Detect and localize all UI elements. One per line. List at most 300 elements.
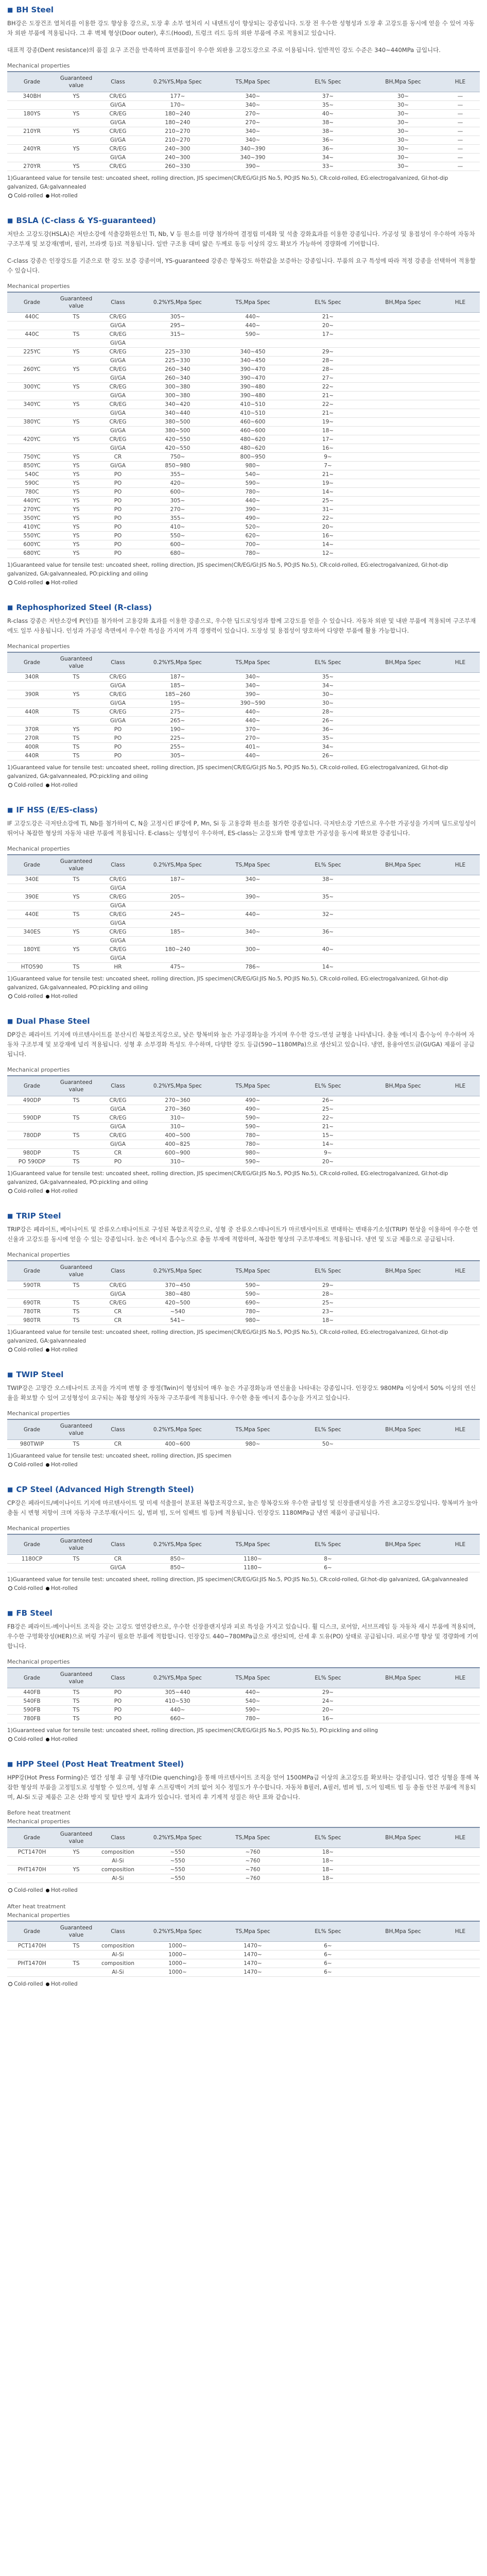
table-row [7, 374, 480, 383]
table-cell [57, 884, 96, 893]
table-cell [366, 1105, 441, 1114]
section-title [7, 1759, 480, 1769]
table-cell: 340~ [215, 92, 290, 101]
table-cell: PO [96, 1715, 140, 1723]
table-cell [7, 919, 57, 928]
table-cell: 1180CP [7, 1555, 57, 1564]
section-bullet-icon: ■ [7, 1486, 13, 1493]
table-cell: 420~550 [140, 435, 215, 444]
table-row [7, 127, 480, 136]
table-cell: ~760 [215, 1857, 290, 1866]
table-cell: 786~ [215, 963, 290, 972]
table-cell [7, 954, 57, 963]
table-cell [366, 1149, 441, 1158]
section-bullet-icon: ■ [7, 1371, 13, 1378]
table-cell [366, 1308, 441, 1316]
table-cell [441, 313, 480, 321]
table-cell [441, 1281, 480, 1290]
table-cell: 305~ [140, 497, 215, 505]
table-cell [57, 357, 96, 365]
table-cell: 1470~ [215, 1968, 290, 1977]
section-bullet-icon: ■ [7, 604, 13, 611]
column-header: HLE [441, 72, 480, 92]
table-cell [441, 1866, 480, 1874]
table-cell: 340~390 [215, 145, 290, 154]
section-title-text: FB Steel [16, 1608, 53, 1618]
table-header-row [7, 1534, 480, 1555]
table-cell [441, 708, 480, 717]
table-cell: 14~ [290, 963, 366, 972]
open-circle-icon [8, 994, 12, 998]
table-cell: 340E [7, 875, 57, 884]
table-cell [366, 945, 441, 954]
table-cell [441, 893, 480, 902]
table-cell: 35~ [290, 734, 366, 743]
table-cell: 370~450 [140, 1281, 215, 1290]
table-cell: 370R [7, 725, 57, 734]
table-cell [441, 1555, 480, 1564]
table-cell: 6~ [290, 1942, 366, 1951]
table-cell: 305~ [140, 313, 215, 321]
table-cell: ~550 [140, 1857, 215, 1866]
column-header: TS,Mpa Spec [215, 1261, 290, 1281]
spec-table [7, 1534, 480, 1572]
table-cell: 245~ [140, 910, 215, 919]
table-cell [366, 1290, 441, 1299]
column-header: HLE [441, 652, 480, 673]
table-cell: 780~ [215, 1131, 290, 1140]
table-cell: PO [96, 1158, 140, 1166]
table-cell [366, 409, 441, 418]
table-row [7, 1281, 480, 1290]
section-title-text: TRIP Steel [16, 1211, 61, 1221]
table-cell: 32~ [290, 910, 366, 919]
table-cell: 9~ [290, 453, 366, 462]
section-title-text: TWIP Steel [16, 1370, 64, 1379]
table-cell: 1470~ [215, 1959, 290, 1968]
table-cell [441, 365, 480, 374]
table-cell [366, 453, 441, 462]
spec-table [7, 292, 480, 558]
table-cell: 38~ [290, 127, 366, 136]
table-cell: 30~ [290, 690, 366, 699]
table-cell [441, 902, 480, 910]
table-cell: YS [57, 162, 96, 171]
table-cell [7, 937, 57, 945]
column-header: EL% Spec [290, 1668, 366, 1688]
table-cell: 30~ [366, 145, 441, 154]
mechanical-properties-label: Mechanical properties [7, 845, 70, 852]
table-cell: 440~ [215, 497, 290, 505]
open-circle-icon [8, 1348, 12, 1352]
table-cell: composition [96, 1866, 140, 1874]
column-header: BH,Mpa Spec [366, 855, 441, 875]
table-cell [7, 339, 57, 348]
spec-table [7, 1419, 480, 1449]
table-cell [366, 682, 441, 690]
section-description-2: C-class 강종은 인장강도를 기준으로 한 강도 보증 강종이며, YS-guaranteed 강종은 항복강도 하한값을 보증하는 강종입니다. 부품의 요구 특성에 따라 적정 강종을 선택하여 적용할 수 있습니다. [7, 257, 476, 274]
table-cell [366, 884, 441, 893]
table-cell: 177~ [140, 92, 215, 101]
section-title [7, 1370, 480, 1379]
table-cell: 541~ [140, 1316, 215, 1325]
table-cell: 400~825 [140, 1140, 215, 1149]
table-cell [140, 884, 215, 893]
table-cell [366, 330, 441, 339]
table-cell: GI/GA [96, 374, 140, 383]
column-header: 0.2%YS,Mpa Spec [140, 72, 215, 92]
table-cell [441, 945, 480, 954]
table-cell [441, 330, 480, 339]
table-row [7, 910, 480, 919]
table-cell: 30~ [366, 162, 441, 171]
table-cell: TS [57, 910, 96, 919]
table-cell: 180YS [7, 110, 57, 118]
legend-hot: Hot-rolled [50, 1188, 78, 1194]
table-cell [366, 699, 441, 708]
table-cell: GI/GA [96, 444, 140, 453]
section-1 [7, 216, 480, 587]
table-cell: 7~ [290, 462, 366, 470]
table-cell [290, 339, 366, 348]
section-8 [7, 1608, 480, 1744]
table-cell: 31~ [290, 505, 366, 514]
table-cell: ~550 [140, 1874, 215, 1883]
table-cell: 24~ [290, 1697, 366, 1706]
table-cell: 390~470 [215, 365, 290, 374]
section-title [7, 5, 480, 14]
table-cell: PO [96, 540, 140, 549]
table-cell [441, 470, 480, 479]
table-cell [441, 1942, 480, 1951]
table-cell: TS [57, 1281, 96, 1290]
table-cell: 480~620 [215, 435, 290, 444]
table-cell: YS [57, 462, 96, 470]
table-cell [7, 444, 57, 453]
table-cell: TS [57, 1959, 96, 1968]
spec-table [7, 1667, 480, 1723]
table-cell [7, 1105, 57, 1114]
section-2 [7, 603, 480, 790]
table-cell [441, 954, 480, 963]
table-cell [441, 348, 480, 357]
table-cell: 270YC [7, 505, 57, 514]
table-cell [215, 919, 290, 928]
table-cell [366, 1874, 441, 1883]
table-cell [290, 937, 366, 945]
column-header: EL% Spec [290, 1921, 366, 1942]
table-cell: 460~600 [215, 427, 290, 435]
table-cell: 6~ [290, 1959, 366, 1968]
table-cell: GI/GA [96, 902, 140, 910]
table-cell: CR/EG [96, 928, 140, 937]
column-header: Guaranteed value [57, 1668, 96, 1688]
table-cell: Al-Si [96, 1874, 140, 1883]
section-description: IF 고강도강은 극저탄소강에 Ti, Nb를 첨가하여 C, N을 고정시킨 IF강에 P, Mn, Si 등 고용강화 원소를 첨가한 강종입니다. 극저탄소강 기반으로 우수한 가공성을 가지며 딥드로잉성이 뛰어나 복잡한 형상의 자동차 내판 부품에 적용됩니다. E-class는 성형성이 우수하며, ES-class는 고강도와 함께 양호한 가공성을 동시에 확보한 강종입니다. [7, 820, 476, 837]
table-cell: CR/EG [96, 162, 140, 171]
table-row [7, 110, 480, 118]
section-description: FB강은 페라이트-베이나이트 조직을 갖는 고강도 열연강판으로, 우수한 신장플랜지성과 피로 특성을 가지고 있습니다. 휠 디스크, 로어암, 서브프레임 등 자동차 섀시 부품에 적용되며, 우수한 구멍확장성(HER)으로 버링 가공이 필요한 부품에 적합합니다. 인장강도 440~780MPa급으로 생산되며, 산세 후 도유(PO) 상태로 공급됩니다. 피로수명 향상 및 경량화에 기여합니다. [7, 1623, 479, 1650]
table-cell: YS [57, 348, 96, 357]
table-cell [57, 392, 96, 400]
table-cell: ~550 [140, 1866, 215, 1874]
table-cell: GI/GA [96, 954, 140, 963]
column-header: Grade [7, 292, 57, 313]
table-cell: 390~590 [215, 699, 290, 708]
section-0 [7, 5, 480, 200]
table-cell: 14~ [290, 488, 366, 497]
table-cell: Al-Si [96, 1951, 140, 1959]
table-row [7, 734, 480, 743]
table-cell [441, 497, 480, 505]
table-cell: 410~530 [140, 1697, 215, 1706]
table-cell: 35~ [290, 893, 366, 902]
table-cell: YS [57, 383, 96, 392]
legend-keys [7, 1584, 480, 1593]
table-cell [366, 928, 441, 937]
table-cell: GI/GA [96, 682, 140, 690]
section-title-text: Rephosphorized Steel (R-class) [16, 603, 152, 612]
section-title-text: Dual Phase Steel [16, 1016, 90, 1026]
table-cell: GI/GA [96, 392, 140, 400]
table-header-row [7, 72, 480, 92]
column-header: BH,Mpa Spec [366, 292, 441, 313]
table-legend [7, 1452, 480, 1469]
section-title [7, 1211, 480, 1221]
table-cell: 29~ [290, 348, 366, 357]
section-bullet-icon: ■ [7, 1212, 13, 1219]
table-cell [140, 339, 215, 348]
table-cell: — [441, 118, 480, 127]
table-cell: TS [57, 1688, 96, 1697]
column-header: Class [96, 1419, 140, 1440]
table-cell: 170~ [140, 101, 215, 110]
table-cell: 180~240 [140, 110, 215, 118]
table-cell: TS [57, 743, 96, 752]
table-cell: 420~550 [140, 444, 215, 453]
column-header: Guaranteed value [57, 1534, 96, 1555]
table-cell: 1180~ [215, 1564, 290, 1572]
table-cell: TS [57, 1131, 96, 1140]
table-cell: 550~ [140, 532, 215, 540]
section-5 [7, 1211, 480, 1354]
table-cell: 305~440 [140, 1688, 215, 1697]
table-cell: 410~ [140, 523, 215, 532]
table-cell [215, 937, 290, 945]
table-cell: 19~ [290, 418, 366, 427]
table-cell: 780TR [7, 1308, 57, 1316]
table-cell: 780~ [215, 1140, 290, 1149]
table-cell: 370~ [215, 725, 290, 734]
table-cell: 980TR [7, 1316, 57, 1325]
table-cell [441, 673, 480, 682]
table-cell: GI/GA [96, 1290, 140, 1299]
section-description: 저탄소 고강도강(HSLA)은 저탄소강에 석출강화원소인 Ti, Nb, V 등 원소를 미량 첨가하여 결정립 미세화 및 석출 강화효과를 이용한 강종입니다. 가공성 및 용접성이 우수하여 자동차 구조부재 및 보강재(멤버, 필러, 브라켓 등)로 적용됩니다. 일반 구조용 대비 얇은 두께로 동등 이상의 강도 확보가 가능하여 경량화에 기여합니다. [7, 230, 475, 247]
table-cell [441, 1158, 480, 1166]
spec-table [7, 854, 480, 972]
table-cell [140, 902, 215, 910]
legend-hot: Hot-rolled [50, 782, 78, 788]
table-cell: 780C [7, 488, 57, 497]
table-cell: 21~ [290, 313, 366, 321]
mechanical-properties-label: Mechanical properties [7, 1912, 70, 1919]
table-cell: CR [96, 1149, 140, 1158]
open-circle-icon [8, 1463, 12, 1467]
table-cell: TS [57, 673, 96, 682]
table-row [7, 365, 480, 374]
table-cell [441, 1131, 480, 1140]
table-cell: TS [57, 330, 96, 339]
table-cell [366, 1123, 441, 1131]
table-cell [366, 374, 441, 383]
table-cell [366, 365, 441, 374]
table-cell: 38~ [290, 875, 366, 884]
table-cell [441, 699, 480, 708]
table-cell: GI/GA [96, 1564, 140, 1572]
column-header: EL% Spec [290, 652, 366, 673]
spec-table [7, 1827, 480, 1883]
column-header: BH,Mpa Spec [366, 1076, 441, 1096]
table-cell: 410YC [7, 523, 57, 532]
column-header: Grade [7, 652, 57, 673]
table-cell: 340~420 [140, 400, 215, 409]
table-cell: CR/EG [96, 383, 140, 392]
table-cell: GI/GA [96, 321, 140, 330]
section-bullet-icon: ■ [7, 6, 13, 13]
table-row [7, 717, 480, 725]
table-cell: 187~ [140, 673, 215, 682]
table-cell: 28~ [290, 357, 366, 365]
table-cell: HR [96, 963, 140, 972]
table-cell: YS [57, 110, 96, 118]
table-cell [366, 348, 441, 357]
table-cell [7, 1564, 57, 1572]
column-header: 0.2%YS,Mpa Spec [140, 1076, 215, 1096]
section-6 [7, 1370, 480, 1469]
table-cell [441, 937, 480, 945]
table-cell [366, 1114, 441, 1123]
table-cell: 255~ [140, 743, 215, 752]
column-header: Guaranteed value [57, 292, 96, 313]
table-cell: — [441, 154, 480, 162]
table-cell [366, 497, 441, 505]
column-header: TS,Mpa Spec [215, 1534, 290, 1555]
spec-table [7, 1260, 480, 1325]
table-cell: 680YC [7, 549, 57, 558]
legend-hot: Hot-rolled [50, 1347, 78, 1353]
table-cell: 780~ [215, 1715, 290, 1723]
legend-hot: Hot-rolled [50, 1462, 78, 1468]
table-cell: — [441, 101, 480, 110]
table-cell [366, 1440, 441, 1449]
column-header: Grade [7, 1076, 57, 1096]
table-cell: 205~ [140, 893, 215, 902]
table-cell [140, 937, 215, 945]
table-cell [366, 902, 441, 910]
mechanical-properties-label: Mechanical properties [7, 1525, 70, 1532]
table-cell: CR/EG [96, 945, 140, 954]
legend-hot: Hot-rolled [50, 193, 78, 199]
column-header: EL% Spec [290, 1261, 366, 1281]
table-cell [441, 1123, 480, 1131]
table-cell [441, 374, 480, 383]
table-cell [366, 1564, 441, 1572]
table-cell: 540C [7, 470, 57, 479]
open-circle-icon [8, 1737, 12, 1741]
table-cell: 18~ [290, 1848, 366, 1857]
table-cell [441, 357, 480, 365]
legend-hot: Hot-rolled [50, 1585, 78, 1591]
section-title [7, 603, 480, 612]
column-header: EL% Spec [290, 1076, 366, 1096]
table-cell [366, 1555, 441, 1564]
table-row [7, 444, 480, 453]
table-cell [57, 1951, 96, 1959]
table-cell: 30~ [366, 92, 441, 101]
table-cell [57, 118, 96, 127]
table-cell [57, 321, 96, 330]
table-cell: 195~ [140, 699, 215, 708]
table-cell: 550YC [7, 532, 57, 540]
table-legend [7, 1886, 480, 1895]
table-cell [366, 1299, 441, 1308]
table-cell: 310~ [140, 1114, 215, 1123]
table-cell: PO [96, 1688, 140, 1697]
table-row [7, 532, 480, 540]
table-cell: 14~ [290, 1140, 366, 1149]
column-header: TS,Mpa Spec [215, 1827, 290, 1848]
table-cell [366, 1715, 441, 1723]
table-row [7, 928, 480, 937]
table-cell [441, 339, 480, 348]
filled-dot-icon [46, 1982, 49, 1986]
table-row [7, 505, 480, 514]
table-cell: YS [57, 893, 96, 902]
table-cell: 270~360 [140, 1105, 215, 1114]
table-cell: CR/EG [96, 708, 140, 717]
mechanical-properties-label: Mechanical properties [7, 1818, 70, 1825]
table-cell [7, 374, 57, 383]
table-cell: 850~ [140, 1564, 215, 1572]
column-header: HLE [441, 1261, 480, 1281]
column-header: 0.2%YS,Mpa Spec [140, 1827, 215, 1848]
legend-footnote: 1)Guaranteed value for tensile test: uncoated sheet, rolling direction, JIS specimen(CR/EG/GI:JIS No.5, PO:JIS No.5), CR:cold-rolled, GI:hot-dip galvanized, GA:galvannealed [7, 1577, 468, 1583]
table-cell: GI/GA [96, 154, 140, 162]
table-cell: 340~ [215, 136, 290, 145]
section-4 [7, 1016, 480, 1196]
table-cell: 440~ [215, 708, 290, 717]
table-cell: PO [96, 488, 140, 497]
filled-dot-icon [46, 581, 49, 585]
table-row [7, 462, 480, 470]
section-title [7, 1016, 480, 1026]
table-row [7, 1140, 480, 1149]
table-cell: CR/EG [96, 110, 140, 118]
table-cell [441, 540, 480, 549]
table-row [7, 902, 480, 910]
legend-cold: Cold-rolled [14, 993, 43, 999]
legend-footnote: 1)Guaranteed value for tensile test: uncoated sheet, rolling direction, JIS specimen(CR/EG/GI:JIS No.5, PO:JIS No.5), CR:cold-rolled, EG:electrogalvanized, GI:hot-dip galvanized, GA:galvannealed, PO:pickling and oiling [7, 562, 448, 577]
table-cell: CR/EG [96, 893, 140, 902]
table-cell: 26~ [290, 752, 366, 760]
table-cell: 420~500 [140, 1299, 215, 1308]
table-cell: 18~ [290, 1866, 366, 1874]
table-row [7, 418, 480, 427]
table-cell: 30~ [290, 699, 366, 708]
table-cell: 23~ [290, 1308, 366, 1316]
table-cell [441, 505, 480, 514]
column-header: Grade [7, 1921, 57, 1942]
